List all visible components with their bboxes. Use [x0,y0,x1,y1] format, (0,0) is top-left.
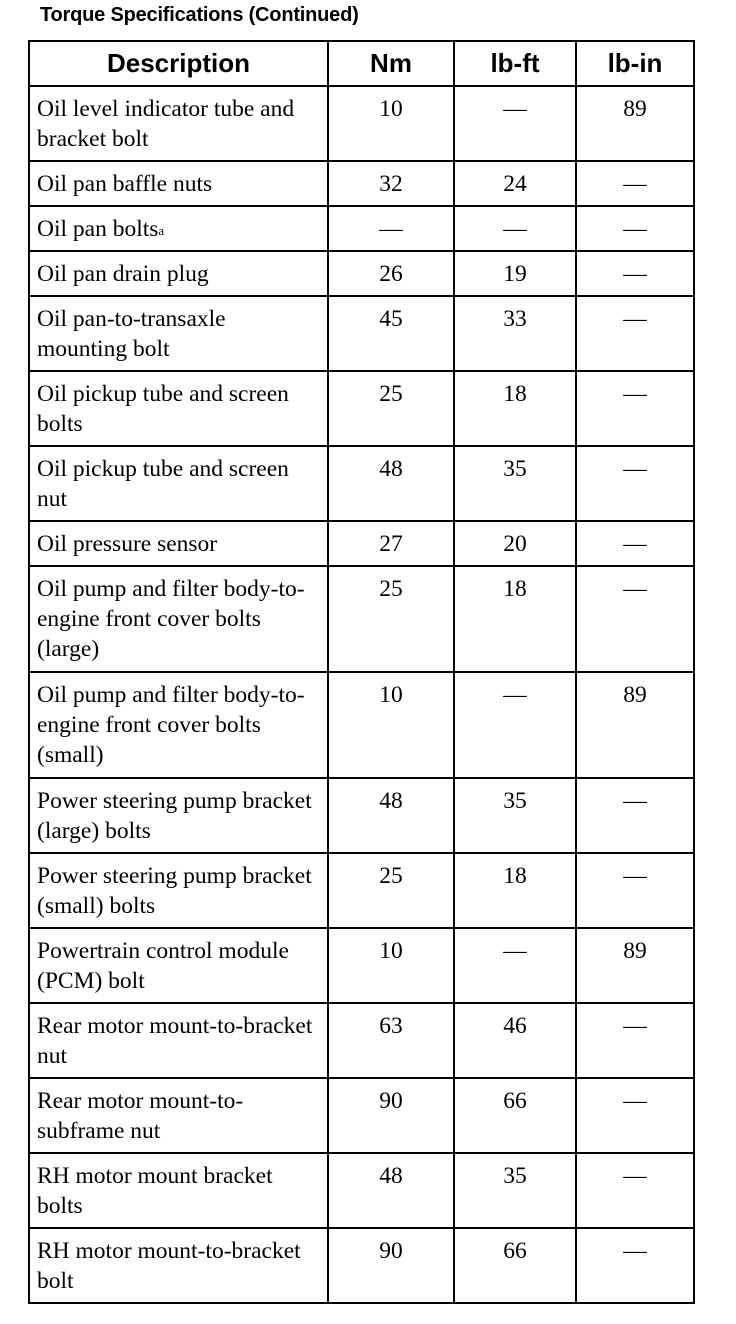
cell-nm: 10 [328,86,454,161]
cell-lbft: 66 [454,1228,576,1303]
description-text: Oil pan bolts [37,216,159,242]
description-text: Rear motor mount-to-subframe nut [37,1088,244,1144]
cell-description [29,446,328,521]
cell-lbin: — [576,371,694,446]
cell-lbin: — [576,206,694,251]
footnote-marker: a [158,223,165,238]
cell-description [29,566,328,672]
cell-nm: 48 [328,778,454,853]
cell-lbin: — [576,778,694,853]
cell-nm: 10 [328,672,454,778]
table-row [29,672,694,778]
page-title: Torque Specifications (Continued) [40,4,359,26]
cell-lbft: 46 [454,1003,576,1078]
cell-lbft: 35 [454,1153,576,1228]
cell-lbin: — [576,161,694,206]
cell-nm: 25 [328,853,454,928]
description-text: Rear motor mount-to-bracket nut [37,1013,313,1069]
table-body [29,86,694,1303]
cell-lbin: — [576,251,694,296]
description-text: Oil pan drain plug [37,261,209,287]
cell-lbft: 20 [454,521,576,566]
cell-lbft: — [454,86,576,161]
cell-lbin: 89 [576,86,694,161]
cell-lbin: — [576,566,694,672]
cell-lbin: — [576,446,694,521]
cell-nm: 10 [328,928,454,1003]
table-row [29,371,694,446]
cell-lbft: 35 [454,778,576,853]
cell-lbft: 19 [454,251,576,296]
cell-nm: 25 [328,371,454,446]
cell-nm: 48 [328,1153,454,1228]
description-text: RH motor mount bracket bolts [37,1163,273,1219]
cell-lbft: — [454,928,576,1003]
cell-description [29,778,328,853]
cell-description [29,1078,328,1153]
cell-nm: 45 [328,296,454,371]
cell-nm: 63 [328,1003,454,1078]
cell-lbin: — [576,1153,694,1228]
cell-description [29,521,328,566]
table-row [29,1003,694,1078]
torque-spec-table [28,40,695,1304]
cell-lbft: 33 [454,296,576,371]
cell-description [29,161,328,206]
cell-lbin: — [576,853,694,928]
cell-lbft: 18 [454,853,576,928]
cell-lbft: — [454,672,576,778]
cell-description [29,296,328,371]
cell-lbin: — [576,1003,694,1078]
table-row [29,1078,694,1153]
description-text: Power steering pump bracket (large) bolts [37,788,312,844]
header-nm: Nm [328,41,454,86]
cell-lbin: — [576,296,694,371]
description-text: Oil pan-to-transaxle mounting bolt [37,306,226,362]
cell-nm: 90 [328,1078,454,1153]
cell-nm: 48 [328,446,454,521]
description-text: Oil pickup tube and screen bolts [37,381,289,437]
table-row [29,566,694,672]
table-row [29,446,694,521]
cell-lbin: — [576,1228,694,1303]
table-row [29,206,694,251]
cell-lbin: 89 [576,928,694,1003]
table-row [29,1228,694,1303]
cell-description [29,1153,328,1228]
cell-nm: 25 [328,566,454,672]
table-header-row [29,41,694,86]
cell-nm: — [328,206,454,251]
description-text: Oil pressure sensor [37,531,218,557]
description-text: Oil pickup tube and screen nut [37,456,289,512]
table-row [29,296,694,371]
cell-description [29,672,328,778]
table-row [29,161,694,206]
description-text: Power steering pump bracket (small) bolts [37,863,312,919]
cell-description [29,1228,328,1303]
cell-description [29,1003,328,1078]
cell-description [29,371,328,446]
description-text: RH motor mount-to-bracket bolt [37,1238,301,1294]
description-text: Oil pan baffle nuts [37,171,213,197]
cell-lbft: 18 [454,566,576,672]
table-row [29,1153,694,1228]
table-row [29,86,694,161]
cell-lbft: 66 [454,1078,576,1153]
description-text: Powertrain control module (PCM) bolt [37,938,289,994]
cell-description [29,251,328,296]
cell-lbft: 18 [454,371,576,446]
cell-lbin: 89 [576,672,694,778]
cell-description [29,86,328,161]
description-text: Oil pump and filter body-to-engine front cover bolts (small) [37,682,305,768]
cell-lbft: — [454,206,576,251]
cell-nm: 27 [328,521,454,566]
table-row [29,778,694,853]
cell-lbin: — [576,1078,694,1153]
table-row [29,521,694,566]
cell-lbin: — [576,521,694,566]
header-description: Description [29,41,328,86]
cell-lbft: 24 [454,161,576,206]
cell-lbft: 35 [454,446,576,521]
description-text: Oil pump and filter body-to-engine front cover bolts (large) [37,576,305,662]
cell-nm: 32 [328,161,454,206]
table-row [29,251,694,296]
header-lbft: lb-ft [454,41,576,86]
cell-description [29,928,328,1003]
cell-description [29,853,328,928]
cell-nm: 26 [328,251,454,296]
table-row [29,853,694,928]
cell-description [29,206,328,251]
table-row [29,928,694,1003]
cell-nm: 90 [328,1228,454,1303]
header-lbin: lb-in [576,41,694,86]
description-text: Oil level indicator tube and bracket bolt [37,96,295,152]
